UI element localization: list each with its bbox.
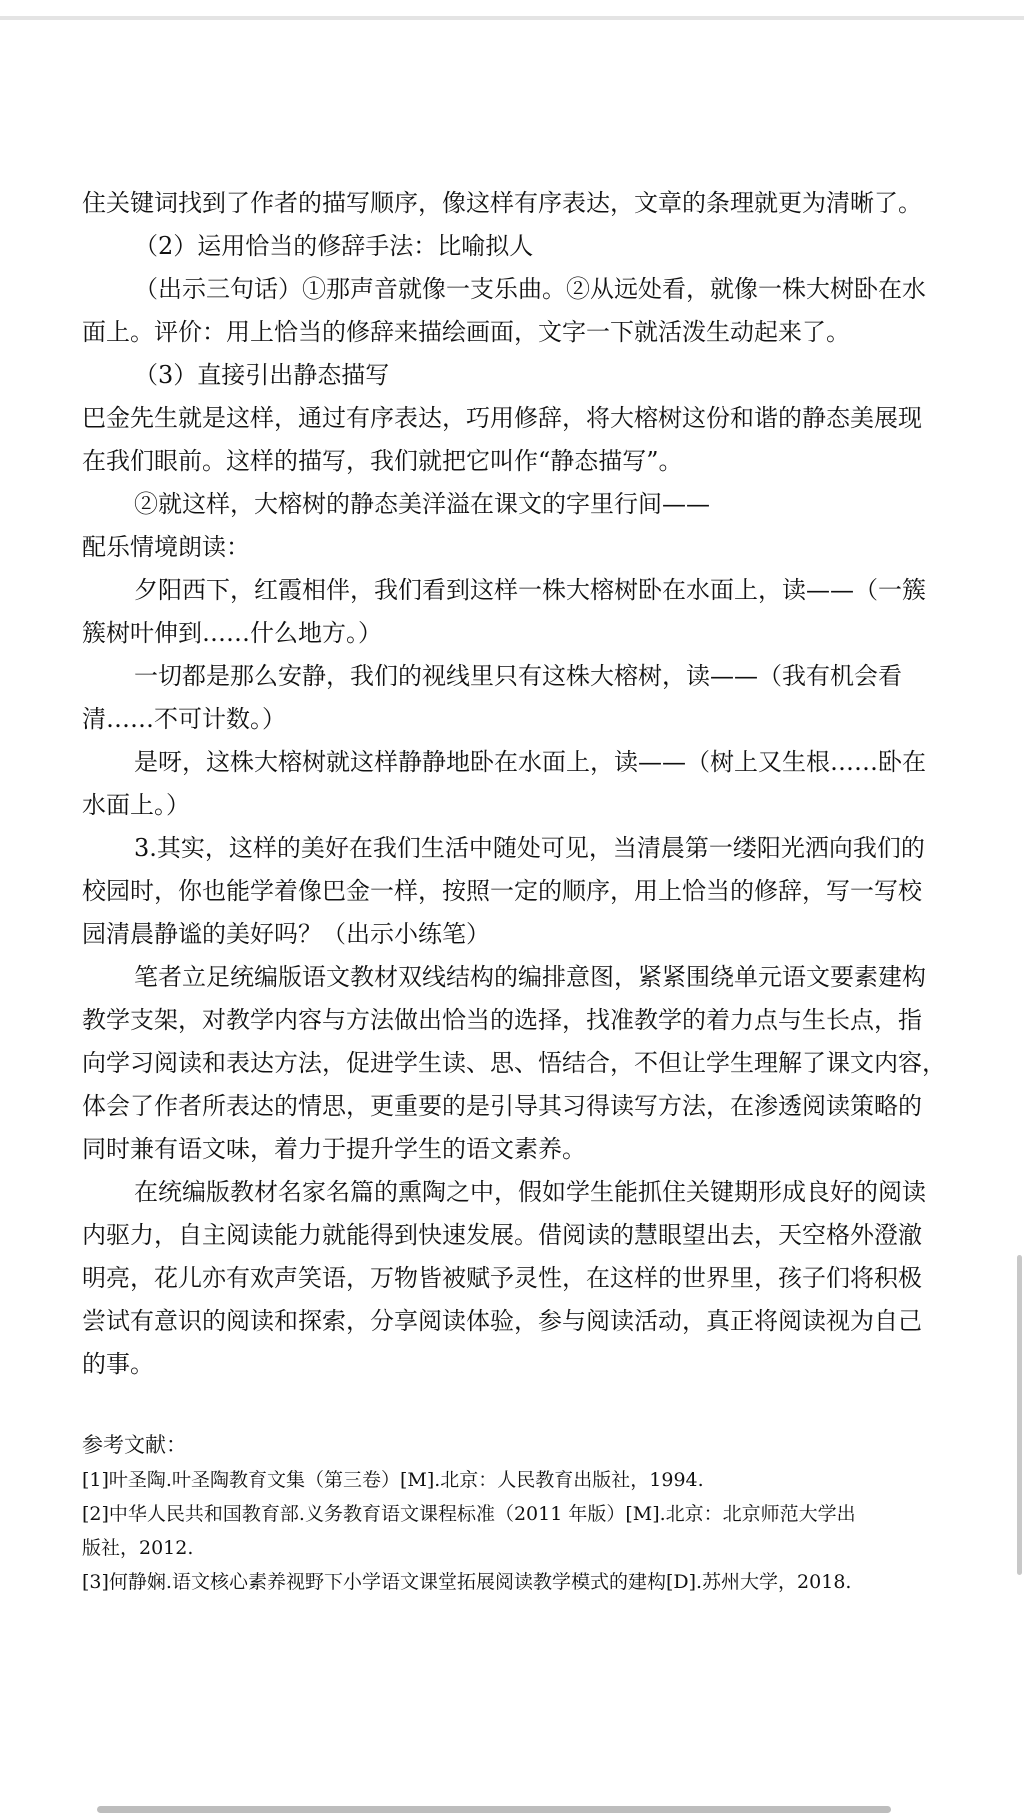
text-line: 明亮，花儿亦有欢声笑语，万物皆被赋予灵性，在这样的世界里，孩子们将积极 (82, 1264, 922, 1292)
text-line: 校园时，你也能学着像巴金一样，按照一定的顺序，用上恰当的修辞，写一写校 (82, 877, 922, 905)
text-line: 一切都是那么安静，我们的视线里只有这株大榕树，读——（我有机会看 (134, 662, 902, 690)
text-line: 同时兼有语文味，着力于提升学生的语文素养。 (82, 1135, 586, 1163)
top-divider (0, 16, 1024, 20)
text-line: 尝试有意识的阅读和探索，分享阅读体验，参与阅读活动，真正将阅读视为自己 (82, 1307, 922, 1335)
text-line: 内驱力，自主阅读能力就能得到快速发展。借阅读的慧眼望出去，天空格外澄澈 (82, 1221, 922, 1249)
text-line: 巴金先生就是这样，通过有序表达，巧用修辞，将大榕树这份和谐的静态美展现 (82, 404, 922, 432)
text-line: 面上。评价：用上恰当的修辞来描绘画面，文字一下就活泼生动起来了。 (82, 318, 850, 346)
text-line: 配乐情境朗读： (82, 533, 250, 561)
references-title: 参考文献： (82, 1433, 187, 1457)
text-line: 夕阳西下，红霞相伴，我们看到这样一株大榕树卧在水面上，读——（一簇 (134, 576, 926, 604)
text-line: 的事。 (82, 1350, 154, 1378)
text-line: （3）直接引出静态描写 (134, 361, 390, 389)
text-line: 清……不可计数。） (82, 705, 286, 733)
text-line: （出示三句话）①那声音就像一支乐曲。②从远处看，就像一株大树卧在水 (134, 275, 926, 303)
reference-item: [1]叶圣陶.叶圣陶教育文集（第三卷）[M].北京：人民教育出版社，1994. (82, 1469, 704, 1491)
text-line: （2）运用恰当的修辞手法：比喻拟人 (134, 232, 534, 260)
text-line: 体会了作者所表达的情思，更重要的是引导其习得读写方法，在渗透阅读策略的 (82, 1092, 922, 1120)
body-text (82, 182, 982, 1386)
text-line: 在我们眼前。这样的描写，我们就把它叫作“静态描写”。 (82, 447, 683, 475)
text-line: 3.其实，这样的美好在我们生活中随处可见，当清晨第一缕阳光洒向我们的 (134, 834, 925, 862)
document-page (82, 182, 982, 1599)
text-line: 水面上。） (82, 791, 190, 819)
text-line: 在统编版教材名家名篇的熏陶之中，假如学生能抓住关键期形成良好的阅读 (134, 1178, 926, 1206)
text-line: 是呀，这株大榕树就这样静静地卧在水面上，读——（树上又生根……卧在 (134, 748, 926, 776)
text-line: 笔者立足统编版语文教材双线结构的编排意图，紧紧围绕单元语文要素建构 (134, 963, 926, 991)
text-line: 住关键词找到了作者的描写顺序，像这样有序表达，文章的条理就更为清晰了。 (82, 189, 922, 217)
reference-item: 版社，2012. (82, 1537, 194, 1559)
text-line: 教学支架，对教学内容与方法做出恰当的选择，找准教学的着力点与生长点，指 (82, 1006, 922, 1034)
text-line: 向学习阅读和表达方法，促进学生读、思、悟结合，不但让学生理解了课文内容， (82, 1049, 946, 1077)
text-line: ②就这样，大榕树的静态美洋溢在课文的字里行间—— (134, 490, 710, 518)
text-line: 簇树叶伸到……什么地方。） (82, 619, 382, 647)
vertical-scrollbar-thumb[interactable] (1017, 1255, 1022, 1575)
horizontal-scrollbar-thumb[interactable] (97, 1806, 891, 1813)
references-section (82, 1427, 982, 1599)
text-line: 园清晨静谧的美好吗？（出示小练笔） (82, 920, 490, 948)
reference-item: [2]中华人民共和国教育部.义务教育语文课程标准（2011 年版）[M].北京：北京师范大学出 (82, 1503, 856, 1525)
reference-item: [3]何静娴.语文核心素养视野下小学语文课堂拓展阅读教学模式的建构[D].苏州大学，2018. (82, 1571, 852, 1593)
